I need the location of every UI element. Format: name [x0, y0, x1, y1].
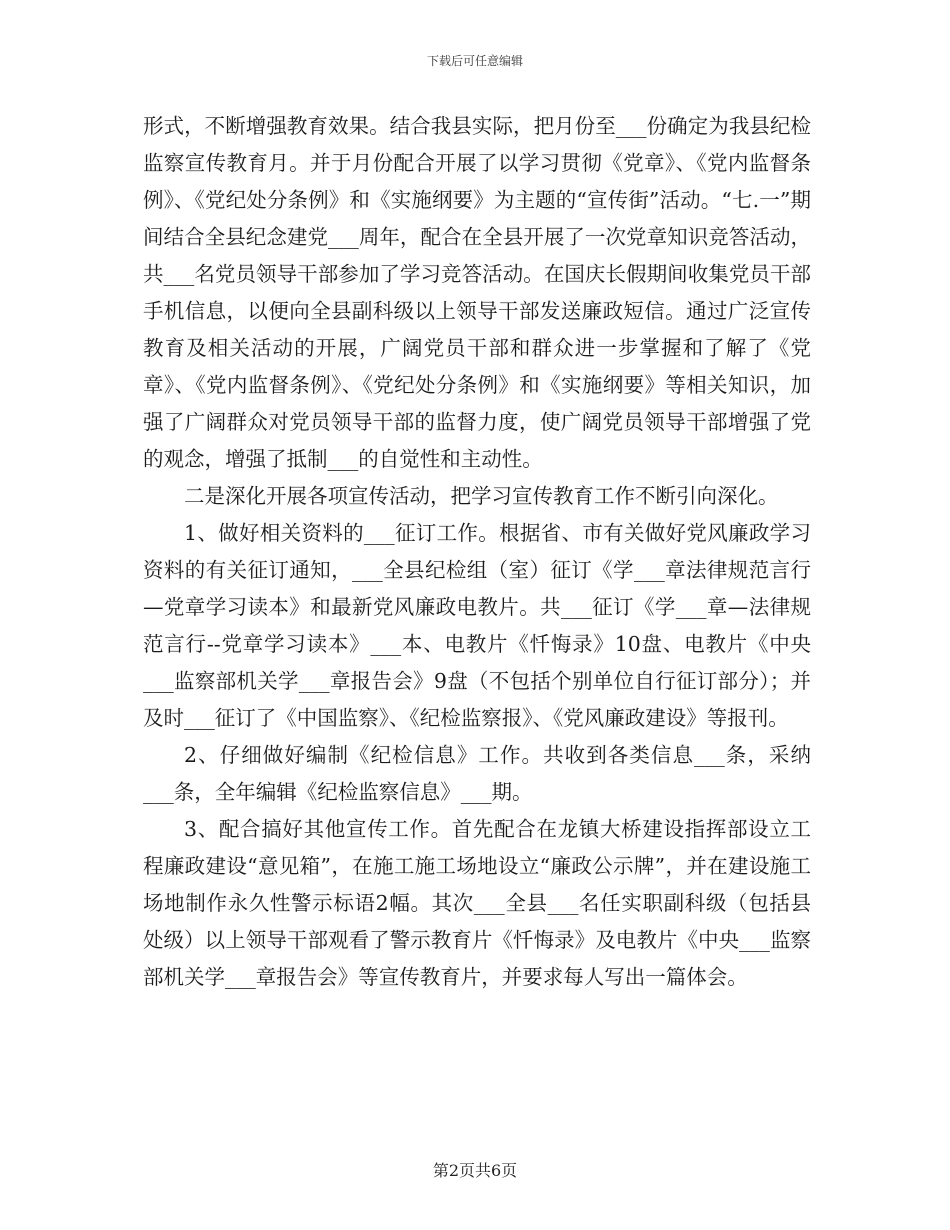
paragraph-other-publicity: 3、配合搞好其他宣传工作。首先配合在龙镇大桥建设指挥部设立工程廉政建设“意见箱”，在施工施工场地设立“廉政公示牌”，并在建设施工场地制作永久性警示标语2幅。其次___全县___名任实职副科级（包括县处级）以上领导干部观看了警示教育片《忏悔录》及电教片《中央___监察部机关学___章报告会》等宣传教育片，并要求每人写出一篇体会。 [143, 817, 811, 989]
paragraph-education-month: 形式，不断增强教育效果。结合我县实际，把月份至___份确定为我县纪检监察宣传教育月。并于月份配合开展了以学习贯彻《党章》、《党内监督条例》、《党纪处分条例》和《实施纲要》为主题的“宣传街”活动。“七.一”期间结合全县纪念建党___周年，配合在全县开展了一次党章知识竞答活动，共___名党员领导干部参加了学习竞答活动。在国庆长假期间收集党员干部手机信息，以便向全县副科级以上领导干部发送廉政短信。通过广泛宣传教育及相关活动的开展，广阔党员干部和群众进一步掌握和了解了《党章》、《党内监督条例》、《党纪处分条例》和《实施纲要》等相关知识，加强了广阔群众对党员领导干部的监督力度，使广阔党员领导干部增强了党的观念，增强了抵制___的自觉性和主动性。 [143, 114, 811, 471]
document-body [143, 108, 811, 996]
paragraph-deepen-activities: 二是深化开展各项宣传活动，把学习宣传教育工作不断引向深化。 [184, 484, 779, 508]
paragraph-info-compilation: 2、仔细做好编制《纪检信息》工作。共收到各类信息___条，采纳___条，全年编辑《纪检监察信息》___期。 [143, 743, 811, 804]
page-header: 下载后可任意编辑 [426, 54, 523, 68]
page-number: 第2页共6页 [432, 1161, 518, 1180]
paragraph-materials-subscription: 1、做好相关资料的___征订工作。根据省、市有关做好党风廉政学习资料的有关征订通知，___全县纪检组（室）征订《学___章法律规范言行—党章学习读本》和最新党风廉政电教片。共___征订《学___章—法律规范言行--党章学习读本》___本、电教片《忏悔录》10盘、电教片《中央___监察部机关学___章报告会》9盘（不包括个别单位自行征订部分）；并及时___征订了《中国监察》、《纪检监察报》、《党风廉政建设》等报刊。 [143, 521, 811, 730]
